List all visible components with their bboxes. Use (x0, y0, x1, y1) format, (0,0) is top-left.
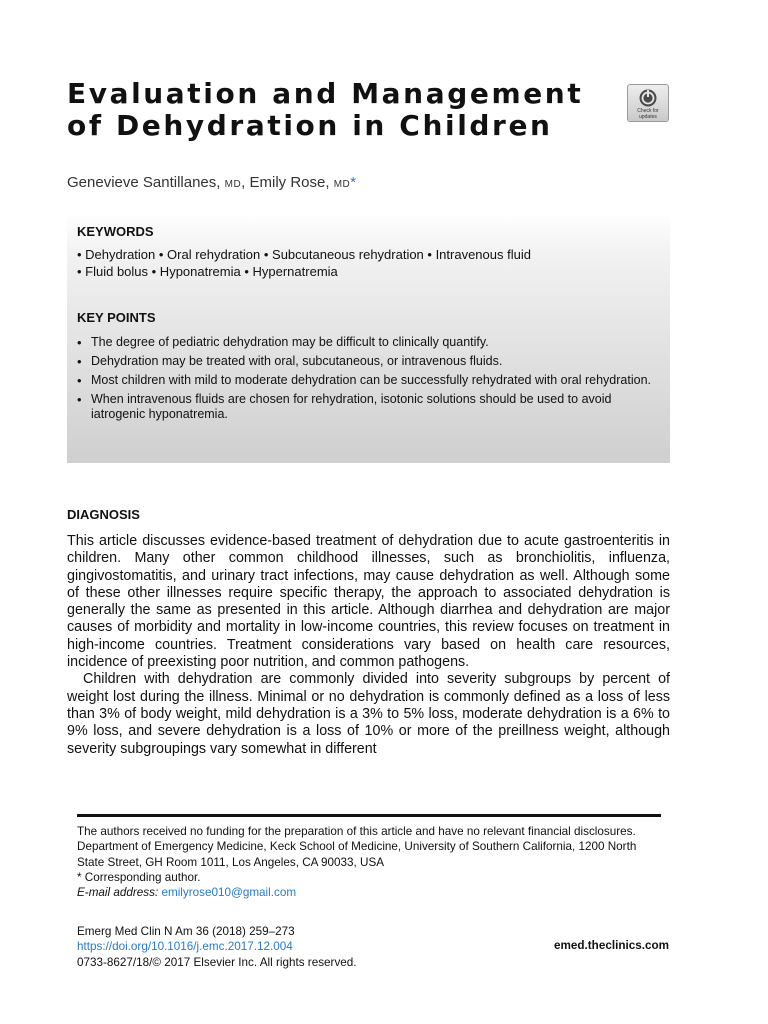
article-title (67, 78, 607, 142)
keywords-line-1: • Dehydration • Oral rehydration • Subcutaneous rehydration • Intravenous fluid (77, 247, 531, 262)
key-point-item: • Most children with mild to moderate dehydration can be successfully rehydrated with oral rehydration. (77, 373, 662, 388)
key-points-heading: KEY POINTS (77, 310, 156, 325)
body-text (67, 533, 670, 758)
author-list (67, 174, 356, 191)
check-updates-icon (638, 88, 658, 108)
keywords-keypoints-box (67, 213, 670, 463)
section-heading-diagnosis: DIAGNOSIS (67, 507, 140, 522)
email-line (77, 885, 661, 900)
author-1: Genevieve Santillanes, (67, 174, 221, 191)
keywords-heading: KEYWORDS (77, 224, 154, 239)
paragraph-2: Children with dehydration are commonly divided into severity subgroups by percent of weight lost during the illness. Minimal or no dehydration is commonly defined as a loss of less than 3% of body weight, mild dehydration is a 3% to 5% loss, moderate dehydration is a 6% to 9% loss, and severe dehydration is a loss of 10% or more of the preillness weight, although severity subgroupings vary somewhat in different (67, 671, 670, 757)
journal-citation: Emerg Med Clin N Am 36 (2018) 259–273 (77, 925, 295, 938)
check-for-updates-badge[interactable] (627, 84, 669, 122)
email-label: E-mail address: (77, 886, 159, 900)
doi-link[interactable]: https://doi.org/10.1016/j.emc.2017.12.004 (77, 940, 293, 954)
author-2-credential: MD (333, 179, 351, 190)
corresponding-author-marker[interactable]: * (350, 174, 357, 191)
author-1-credential: MD (224, 179, 242, 190)
author-2: , Emily Rose, (241, 174, 330, 191)
key-point-item: • When intravenous fluids are chosen for rehydration, isotonic solutions should be used to avoid iatrogenic hyponatremia. (77, 392, 662, 422)
footnotes (77, 824, 661, 900)
key-point-item: • The degree of pediatric dehydration may be difficult to clinically quantify. (77, 335, 662, 350)
key-points-list (77, 335, 662, 426)
title-line-1: Evaluation and Management (67, 77, 584, 110)
corresponding-author-note: * Corresponding author. (77, 870, 201, 884)
key-point-item: • Dehydration may be treated with oral, subcutaneous, or intravenous fluids. (77, 354, 662, 369)
author-affiliation: Department of Emergency Medicine, Keck School of Medicine, University of Southern California, 1200 North State Street, GH Room 1011, Los Angeles, CA 90033, USA (77, 840, 637, 869)
email-link[interactable]: emilyrose010@gmail.com (161, 886, 297, 900)
copyright-line: 0733-8627/18/© 2017 Elsevier Inc. All rights reserved. (77, 955, 357, 969)
badge-text-1: Check for (637, 108, 659, 114)
funding-statement: The authors received no funding for the preparation of this article and have no relevant financial disclosures. (77, 825, 636, 838)
paragraph-1: This article discusses evidence-based treatment of dehydration due to acute gastroenteritis in children. Many other common childhood illnesses, such as bronchiolitis, influenza, gingivostomatitis, and urinary tract infections, may cause dehydration as well. Although some of these other illnesses require specific therapy, the approach to associated dehydration is generally the same as presented in this article. Although diarrhea and dehydration are major causes of morbidity and mortality in low-income countries, this review focuses on treatment in high-income countries. Treatment considerations vary based on health care resources, incidence of preexisting poor nutrition, and common pathogens. (67, 533, 670, 671)
keywords-line-2: • Fluid bolus • Hyponatremia • Hypernatremia (77, 264, 338, 279)
badge-text-2: updates (639, 114, 657, 120)
footnote-divider (77, 814, 661, 817)
journal-website-link[interactable]: emed.theclinics.com (554, 939, 669, 952)
title-line-2: of Dehydration in Children (67, 109, 553, 142)
